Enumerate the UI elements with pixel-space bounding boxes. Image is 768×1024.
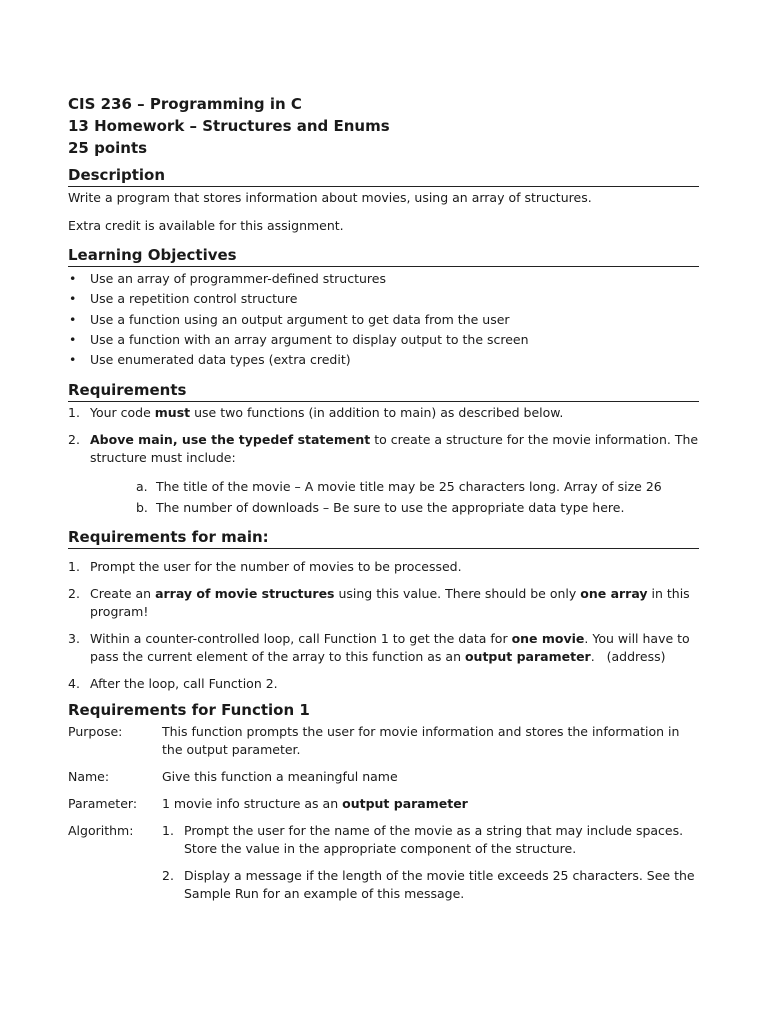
title-block bbox=[68, 93, 699, 159]
algorithm-step-text: Prompt the user for the name of the movie as a string that may include spaces. Store the value in the appropriate component of the structure. bbox=[184, 823, 684, 857]
points-label: 25 points bbox=[68, 139, 148, 157]
list-number: 1. bbox=[68, 405, 80, 421]
list-number: 1. bbox=[162, 823, 174, 839]
requirement-emphasis: must bbox=[154, 405, 191, 421]
structure-members-list bbox=[90, 476, 699, 518]
algorithm-step-text: Display a message if the length of the movie title exceeds 25 characters. See the Sample Run for an example of this message. bbox=[184, 868, 695, 902]
spec-value-emphasis: output parameter bbox=[342, 796, 468, 812]
function1-spec-table bbox=[68, 723, 699, 921]
list-number: 2. bbox=[68, 586, 80, 602]
spec-label: Purpose: bbox=[68, 724, 123, 740]
objectives-list bbox=[68, 269, 699, 370]
extra-credit-paragraph: Extra credit is available for this assignment. bbox=[68, 218, 344, 233]
requirement-text: use two functions (in addition to main) as described below. bbox=[190, 405, 564, 421]
spec-row-parameter bbox=[68, 795, 699, 822]
main-requirement-emphasis: one array bbox=[580, 586, 648, 602]
main-requirement-text: Prompt the user for the number of movies to be processed. bbox=[90, 559, 462, 575]
description-section bbox=[68, 165, 699, 235]
main-requirement-text: Within a counter-controlled loop, call Function 1 to get the data for bbox=[90, 631, 512, 647]
structure-member-text: The title of the movie – A movie title may be 25 characters long. Array of size 26 bbox=[156, 479, 662, 495]
main-requirement-emphasis: output parameter bbox=[464, 649, 591, 665]
spec-label: Parameter: bbox=[68, 796, 138, 812]
spec-row-name bbox=[68, 768, 699, 795]
main-requirement-text: . You will have to pass the current element of the array to this function as an bbox=[90, 631, 690, 665]
structure-member-item bbox=[136, 497, 699, 518]
list-number: 2. bbox=[68, 432, 80, 448]
structure-member-item bbox=[136, 476, 699, 497]
list-number: 2. bbox=[162, 868, 174, 884]
main-requirement-text: Create an bbox=[90, 586, 156, 602]
requirement-item bbox=[68, 404, 699, 422]
main-requirement-item bbox=[68, 558, 699, 576]
spec-value bbox=[162, 795, 699, 822]
course-title: CIS 236 – Programming in C bbox=[68, 95, 302, 113]
list-number: 4. bbox=[68, 676, 80, 692]
main-requirement-text: After the loop, call Function 2. bbox=[90, 676, 278, 692]
requirement-text: Your code bbox=[90, 405, 155, 421]
structure-member-text: The number of downloads – Be sure to use the appropriate data type here. bbox=[156, 500, 625, 516]
spec-value bbox=[162, 822, 699, 921]
main-requirements-heading: Requirements for main: bbox=[68, 527, 699, 549]
list-number: 3. bbox=[68, 631, 80, 647]
spec-row-algorithm bbox=[68, 822, 699, 921]
spec-label: Algorithm: bbox=[68, 823, 134, 839]
main-requirements-section bbox=[68, 527, 699, 693]
list-number: 1. bbox=[68, 559, 80, 575]
list-letter: b. bbox=[136, 500, 148, 516]
main-requirement-emphasis: one movie bbox=[511, 631, 585, 647]
requirements-list bbox=[68, 404, 699, 518]
description-paragraph: Write a program that stores information about movies, using an array of structures. bbox=[68, 190, 592, 205]
main-requirement-item bbox=[68, 675, 699, 693]
requirement-item bbox=[68, 431, 699, 518]
objective-item: • Use a repetition control structure bbox=[68, 289, 699, 309]
spec-row-purpose bbox=[68, 723, 699, 768]
main-requirement-item bbox=[68, 585, 699, 621]
spec-value: Give this function a meaningful name bbox=[162, 769, 398, 785]
main-requirement-emphasis: array of movie structures bbox=[155, 586, 335, 602]
algorithm-step bbox=[162, 822, 699, 858]
requirements-section bbox=[68, 380, 699, 518]
spec-value-text: 1 movie info structure as an bbox=[162, 796, 343, 812]
function1-section bbox=[68, 700, 699, 921]
objectives-section bbox=[68, 245, 699, 370]
function1-heading: Requirements for Function 1 bbox=[68, 701, 310, 720]
assignment-title: 13 Homework – Structures and Enums bbox=[68, 117, 390, 135]
main-requirement-text: in this program! bbox=[90, 586, 690, 620]
objective-item: • Use enumerated data types (extra credit) bbox=[68, 350, 699, 370]
objective-item: • Use a function using an output argument to get data from the user bbox=[68, 310, 699, 330]
requirements-heading: Requirements bbox=[68, 380, 699, 402]
list-letter: a. bbox=[136, 479, 148, 495]
objective-item: • Use an array of programmer-defined structures bbox=[68, 269, 699, 289]
description-heading: Description bbox=[68, 165, 699, 187]
main-requirement-item bbox=[68, 630, 699, 666]
main-requirement-text: using this value. There should be only bbox=[334, 586, 581, 602]
main-requirements-list bbox=[68, 558, 699, 693]
requirement-emphasis: Above main, use the typedef statement bbox=[90, 432, 371, 448]
requirement-text: to create a structure for the movie information. The structure must include: bbox=[90, 432, 699, 466]
spec-label: Name: bbox=[68, 769, 110, 785]
algorithm-steps bbox=[162, 822, 699, 903]
objective-item: • Use a function with an array argument to display output to the screen bbox=[68, 330, 699, 350]
objectives-heading: Learning Objectives bbox=[68, 245, 699, 267]
spec-value: This function prompts the user for movie information and stores the information in the output parameter. bbox=[162, 724, 680, 758]
algorithm-step bbox=[162, 867, 699, 903]
main-requirement-text: . (address) bbox=[590, 649, 666, 665]
